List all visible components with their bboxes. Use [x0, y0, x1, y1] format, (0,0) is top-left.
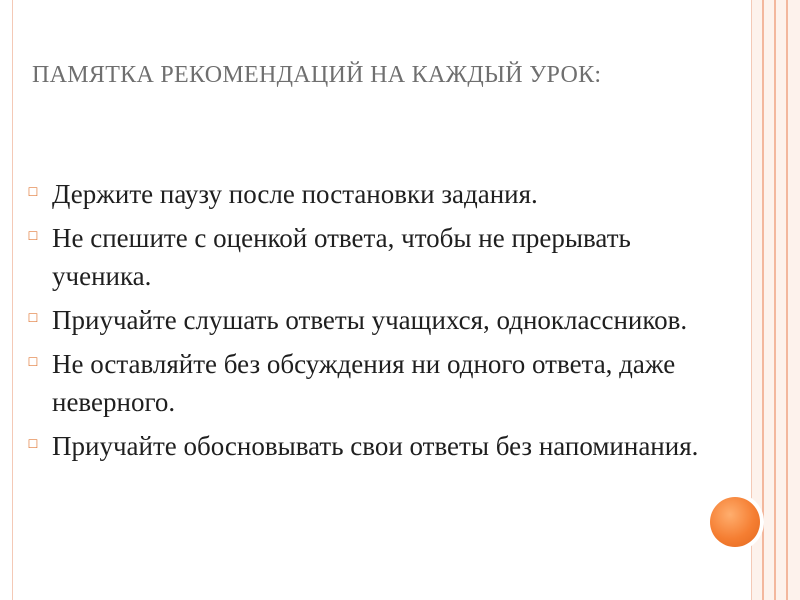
bullet-text: Не оставляйте без обсуждения ни одного ответа, даже неверного.	[52, 349, 676, 417]
bullet-square-icon: ☐	[27, 311, 39, 325]
left-border-decoration	[0, 0, 13, 600]
right-border-decoration	[751, 0, 800, 600]
bullet-item	[22, 427, 712, 465]
bullet-square-icon: ☐	[27, 229, 39, 243]
border-stripe	[786, 0, 788, 600]
bullet-list	[22, 175, 712, 471]
bullet-item	[22, 301, 712, 339]
bullet-item	[22, 175, 712, 213]
border-stripe	[762, 0, 764, 600]
border-stripe	[774, 0, 776, 600]
bullet-text: Не спешите с оценкой ответа, чтобы не прерывать ученика.	[52, 223, 631, 291]
bullet-text: Приучайте обосновывать свои ответы без напоминания.	[52, 431, 699, 461]
bullet-square-icon: ☐	[27, 355, 39, 369]
bullet-text: Держите паузу после постановки задания.	[52, 179, 538, 209]
bullet-text: Приучайте слушать ответы учащихся, одноклассников.	[52, 305, 688, 335]
bullet-item	[22, 219, 712, 295]
slide-title: ПАМЯТКА РЕКОМЕНДАЦИЙ НА КАЖДЫЙ УРОК:	[32, 62, 602, 88]
bullet-square-icon: ☐	[27, 437, 39, 451]
bullet-item	[22, 345, 712, 421]
bullet-square-icon: ☐	[27, 185, 39, 199]
orange-circle-icon	[710, 497, 760, 547]
